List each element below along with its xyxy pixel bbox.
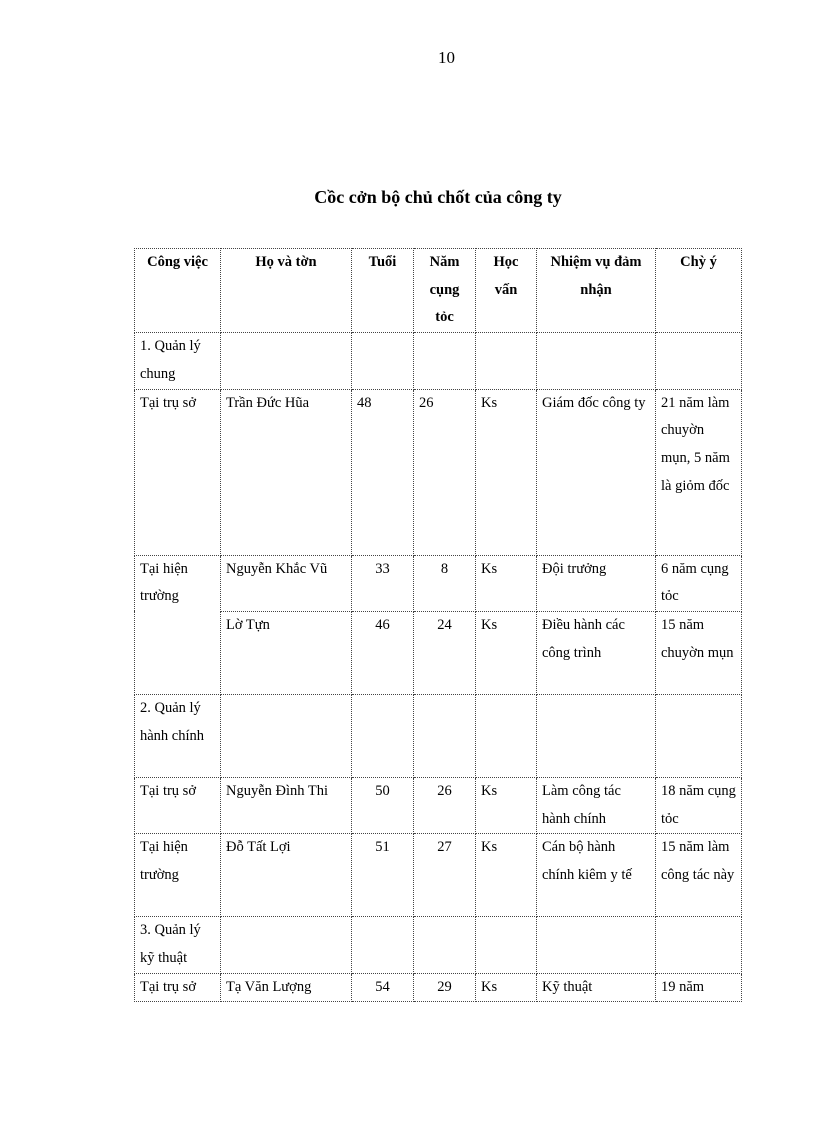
cell-job: 2. Quản lý hành chính [135, 694, 221, 777]
cell-note: 18 năm cụng tỏc [656, 777, 742, 833]
cell-note [656, 917, 742, 973]
header-name: Họ và tờn [221, 249, 352, 333]
cell-education: Ks [476, 555, 537, 611]
cell-job: Tại trụ sở [135, 777, 221, 833]
cell-years: 24 [414, 611, 476, 694]
cell-duty: Điều hành các công trình [537, 611, 656, 694]
cell-note: 15 năm làm công tác này [656, 834, 742, 917]
cell-education: Ks [476, 389, 537, 555]
table-row [135, 917, 742, 973]
header-age: Tuổi [352, 249, 414, 333]
cell-education: Ks [476, 777, 537, 833]
header-note: Chỳ ý [656, 249, 742, 333]
cell-age: 46 [352, 611, 414, 694]
cell-job: Tại hiện trường [135, 555, 221, 694]
cell-years: 8 [414, 555, 476, 611]
header-education: Học vấn [476, 249, 537, 333]
cell-name [221, 917, 352, 973]
cell-note: 6 năm cụng tỏc [656, 555, 742, 611]
cell-years: 26 [414, 777, 476, 833]
cell-note [656, 694, 742, 777]
cell-duty: Cán bộ hành chính kiêm y tế [537, 834, 656, 917]
cell-duty: Giám đốc công ty [537, 389, 656, 555]
table-row [135, 834, 742, 917]
cell-years: 29 [414, 973, 476, 1002]
cell-name: Tạ Văn Lượng [221, 973, 352, 1002]
document-title: Cồc cởn bộ chủ chốt của công ty [314, 187, 562, 207]
cell-note: 21 năm làm chuyờn mụn, 5 năm là giỏm đốc [656, 389, 742, 555]
cell-job: Tại trụ sở [135, 389, 221, 555]
cell-education [476, 917, 537, 973]
cell-duty [537, 917, 656, 973]
cell-age: 54 [352, 973, 414, 1002]
cell-duty [537, 694, 656, 777]
table-header-row [135, 249, 742, 333]
cell-name: Đỗ Tất Lợi [221, 834, 352, 917]
cell-job: 3. Quản lý kỹ thuật [135, 917, 221, 973]
cell-age: 33 [352, 555, 414, 611]
cell-age [352, 694, 414, 777]
cell-name: Trần Đức Hũa [221, 389, 352, 555]
cell-age: 48 [352, 389, 414, 555]
cell-years [414, 694, 476, 777]
cell-name [221, 333, 352, 389]
cell-age: 50 [352, 777, 414, 833]
cell-name: Nguyễn Đình Thi [221, 777, 352, 833]
cell-education [476, 333, 537, 389]
cell-education: Ks [476, 611, 537, 694]
cell-job: Tại trụ sở [135, 973, 221, 1002]
cell-name: Nguyễn Khắc Vũ [221, 555, 352, 611]
header-years: Năm cụng tỏc [414, 249, 476, 333]
staff-table [134, 248, 742, 1002]
cell-age: 51 [352, 834, 414, 917]
cell-years [414, 917, 476, 973]
cell-duty [537, 333, 656, 389]
cell-note: 19 năm [656, 973, 742, 1002]
cell-years: 27 [414, 834, 476, 917]
cell-age [352, 917, 414, 973]
cell-years [414, 333, 476, 389]
table-row [135, 611, 742, 694]
cell-name [221, 694, 352, 777]
table-row [135, 777, 742, 833]
table-row [135, 973, 742, 1002]
cell-years: 26 [414, 389, 476, 555]
header-job: Công việc [135, 249, 221, 333]
header-duty: Nhiệm vụ đảm nhận [537, 249, 656, 333]
cell-note [656, 333, 742, 389]
cell-education: Ks [476, 973, 537, 1002]
cell-duty: Làm công tác hành chính [537, 777, 656, 833]
cell-job: 1. Quản lý chung [135, 333, 221, 389]
cell-duty: Kỹ thuật [537, 973, 656, 1002]
table-row [135, 694, 742, 777]
table-row [135, 389, 742, 555]
cell-name: Lờ Tựn [221, 611, 352, 694]
cell-job: Tại hiện trường [135, 834, 221, 917]
table-row [135, 555, 742, 611]
cell-note: 15 năm chuyờn mụn [656, 611, 742, 694]
cell-education [476, 694, 537, 777]
cell-duty: Đội trưởng [537, 555, 656, 611]
table-row [135, 333, 742, 389]
cell-education: Ks [476, 834, 537, 917]
cell-age [352, 333, 414, 389]
page-number: 10 [438, 48, 455, 67]
